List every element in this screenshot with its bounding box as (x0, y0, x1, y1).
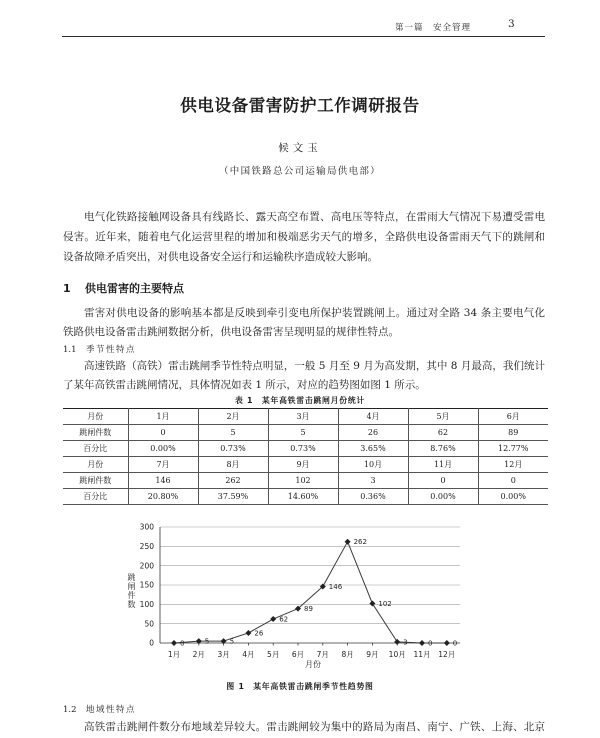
table-cell: 5 (268, 425, 338, 441)
table-cell: 102 (268, 473, 338, 489)
chart-x-tick-label: 5月 (267, 650, 280, 659)
trend-chart (110, 518, 480, 676)
article-title: 供电设备雷害防护工作调研报告 (180, 96, 420, 115)
chart-y-axis-label: 跳闸件数 (127, 573, 136, 609)
chart-y-tick-label: 250 (139, 541, 154, 551)
chart-x-tick-label: 12月 (438, 650, 456, 659)
table-caption: 表 1 某年高铁雷击跳闸月份统计 (234, 396, 366, 405)
table-cell: 0.36% (338, 489, 408, 505)
table-cell: 0.73% (198, 441, 268, 457)
chart-x-tick-label: 11月 (413, 650, 431, 659)
table-cell: 7月 (128, 457, 198, 473)
table-row-counts (63, 473, 548, 489)
table-cell: 3 (338, 473, 408, 489)
table-cell: 10月 (338, 457, 408, 473)
chart-line-segment (348, 542, 373, 604)
table-cell: 5月 (408, 409, 478, 425)
table-cell: 8.76% (408, 441, 478, 457)
section-1-paragraph (63, 304, 545, 342)
chart-line-segment (323, 542, 348, 587)
table-cell: 0 (478, 473, 548, 489)
chart-data-label: 3 (403, 638, 408, 647)
paragraph-line: 电气化铁路接触网设备具有线路长、露天高空布置、高电压等特点，在雷雨大气情况下易遭受雷电 (84, 211, 545, 223)
chart-x-tick-label: 4月 (242, 650, 255, 659)
chart-x-tick-label: 3月 (217, 650, 230, 659)
chart-data-label: 102 (378, 600, 392, 609)
table-cell: 20.80% (128, 489, 198, 505)
table-cell: 0.00% (478, 489, 548, 505)
paragraph-line: 了某年高铁雷击跳闸情况，具体情况如表 1 所示，对应的趋势图如图 1 所示。 (63, 379, 426, 391)
table-cell: 12.77% (478, 441, 548, 457)
subsection-number: 1.2 (63, 705, 77, 715)
figure-1 (110, 518, 480, 676)
paragraph-line: 雷害对供电设备的影响基本都是反映到牵引变电所保护装置跳闸上。通过对全路 34 条主要电气化 (84, 307, 545, 319)
chart-point (345, 539, 351, 545)
table-cell: 3.65% (338, 441, 408, 457)
table-cell: 0.00% (128, 441, 198, 457)
table-cell: 5 (198, 425, 268, 441)
chart-data-label: 0 (452, 639, 458, 648)
table-row-label: 跳闸件数 (63, 425, 128, 441)
table-cell: 62 (408, 425, 478, 441)
table-row-label: 百分比 (63, 489, 128, 505)
table-cell: 0 (128, 425, 198, 441)
chart-point (270, 616, 276, 622)
table-cell: 6月 (478, 409, 548, 425)
chart-x-tick-label: 2月 (192, 650, 205, 659)
paragraph-line: 高铁雷击跳闸件数分布地域差异较大。雷击跳闸较为集中的路局为南昌、南宁、广铁、上海、北京 (84, 721, 545, 733)
subsection-heading (63, 703, 136, 717)
paragraph-line: 侵害。近年来，随着电气化运营里程的增加和极端恶劣天气的增多，全路供电设备雷雨天气下的跳闸和 (63, 231, 545, 243)
section-number: 1 (63, 282, 71, 295)
chart-x-tick-label: 10月 (388, 650, 406, 659)
paragraph-line: 设备故障矛盾突出，对供电设备安全运行和运输秩序造成较大影响。 (63, 251, 378, 263)
table-row-label: 跳闸件数 (63, 473, 128, 489)
chart-data-label: 262 (353, 538, 367, 547)
chart-x-axis-label: 月份 (305, 660, 321, 669)
section-1-2-paragraph (63, 719, 545, 736)
table-row-percent (63, 489, 548, 505)
chart-point (394, 639, 400, 645)
intro-paragraph (63, 207, 545, 267)
table-cell: 2月 (198, 409, 268, 425)
chart-x-tick-label: 1月 (167, 650, 181, 659)
table-row-label: 月份 (63, 409, 128, 425)
chart-x-tick-label: 7月 (316, 650, 329, 659)
section-1-1-paragraph (63, 357, 545, 395)
chart-data-label: 62 (279, 615, 289, 624)
table-cell: 3月 (268, 409, 338, 425)
table-cell: 37.59% (198, 489, 268, 505)
chart-line-segment (372, 604, 397, 642)
subsection-title: 季节性特点 (86, 345, 137, 355)
page-number: 3 (508, 18, 515, 30)
table-row-months (63, 457, 548, 473)
table-cell: 0.73% (268, 441, 338, 457)
table-cell: 89 (478, 425, 548, 441)
table-1 (63, 408, 548, 505)
subsection-heading (63, 343, 136, 357)
chart-data-label: 5 (229, 637, 235, 646)
paragraph-line: 铁路供电设备雷击跳闸数据分析，供电设备雷害呈现明显的规律性特点。 (63, 326, 399, 338)
chart-point (444, 640, 450, 646)
paragraph-line: 高速铁路（高铁）雷击跳闸季节性特点明显，一般 5 月至 9 月为高发期，其中 8 月最高，我们统计 (84, 360, 545, 372)
table-cell: 14.60% (268, 489, 338, 505)
chart-data-label: 146 (328, 583, 343, 592)
section-title: 供电雷害的主要特点 (85, 282, 184, 295)
chart-y-tick-label: 50 (144, 619, 154, 629)
chart-x-tick-label: 6月 (291, 650, 305, 659)
chart-data-label: 0 (428, 639, 433, 648)
table-cell: 0.00% (408, 489, 478, 505)
header-section-title: 第一篇 安全管理 (395, 23, 472, 33)
chart-x-tick-label: 9月 (366, 650, 379, 659)
table-cell: 262 (198, 473, 268, 489)
chart-point (369, 601, 375, 607)
chart-point (419, 640, 425, 646)
table-row-label: 百分比 (63, 441, 128, 457)
table-row-percent (63, 441, 548, 457)
header-rule (62, 36, 545, 37)
chart-y-tick-label: 0 (149, 638, 154, 648)
table-cell: 0 (408, 473, 478, 489)
chart-y-tick-label: 300 (139, 522, 154, 532)
chart-data-label: 5 (204, 637, 210, 646)
table-cell: 1月 (128, 409, 198, 425)
chart-y-tick-label: 200 (139, 561, 154, 571)
table-row-label: 月份 (63, 457, 128, 473)
chart-x-tick-label: 8月 (341, 650, 354, 659)
author-affiliation: （中国铁路总公司运输局供电部） (218, 166, 381, 177)
table-cell: 11月 (408, 457, 478, 473)
table-cell: 4月 (338, 409, 408, 425)
table-cell: 26 (338, 425, 408, 441)
running-header (62, 16, 545, 36)
table-row-months (63, 409, 548, 425)
chart-data-label: 0 (180, 639, 185, 648)
chart-point (245, 630, 251, 636)
chart-line-segment (224, 633, 249, 641)
figure-caption: 图 1 某年高铁雷击跳闸季节性趋势图 (226, 682, 374, 691)
table-row-counts (63, 425, 548, 441)
subsection-title: 地域性特点 (86, 705, 137, 715)
table-cell: 8月 (198, 457, 268, 473)
subsection-number: 1.1 (63, 345, 77, 355)
table-cell: 146 (128, 473, 198, 489)
chart-data-label: 89 (304, 605, 313, 614)
section-heading (63, 281, 184, 297)
chart-data-label: 26 (254, 629, 264, 638)
chart-y-tick-label: 150 (139, 580, 154, 590)
author-name: 候文玉 (278, 142, 322, 154)
chart-y-tick-label: 100 (139, 599, 154, 609)
chart-point (171, 640, 177, 646)
table-cell: 9月 (268, 457, 338, 473)
table-cell: 12月 (478, 457, 548, 473)
